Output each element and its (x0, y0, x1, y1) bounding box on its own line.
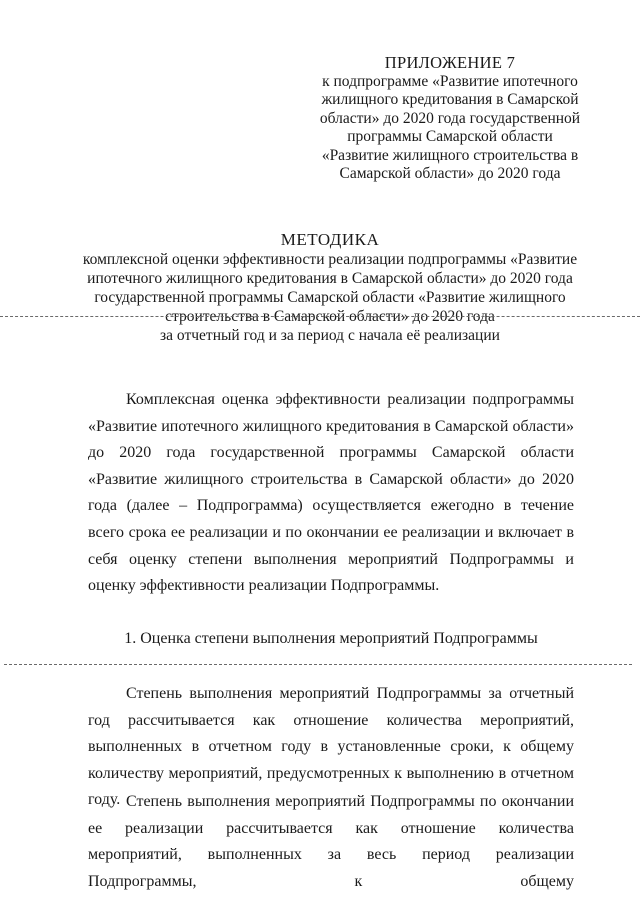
methodology-line: комплексной оценки эффективности реализации подпрограммы «Развитие (82, 251, 578, 268)
appendix-line: жилищного кредитования в Самарской (321, 91, 579, 108)
appendix-title: ПРИЛОЖЕНИЕ 7 (384, 53, 516, 72)
methodology-line: за отчетный год и за период с начала её реализации (160, 327, 500, 344)
paragraph-intro (88, 387, 574, 600)
paragraph-final (88, 789, 574, 895)
paragraph-text: Степень выполнения мероприятий Подпрограммы за отчетный год рассчитывается как отношение количества мероприятий, выполненных в отчетном году в установленные сроки, к общему количеству мероприятий, предусмотренных к выполнению в отчетном году. (88, 685, 574, 809)
paragraph-text: Комплексная оценка эффективности реализации подпрограммы «Развитие ипотечного жилищного кредитования в Самарской области» до 2020 года государственной программы Самарской области «Развитие жилищного строительства в Самарской области» до 2020 года (далее – Подпрограмма) осуществляется ежегодно в течение всего срока ее реализации и по окончании ее реализации и включает в себя оценку степени выполнения мероприятий Подпрограммы и оценку эффективности реализации Подпрограммы. (88, 391, 574, 595)
scan-artifact-line (0, 316, 640, 317)
methodology-line: строительства в Самарской области» до 2020 года (165, 308, 495, 325)
appendix-header (300, 54, 600, 184)
methodology-line: ипотечного жилищного кредитования в Самарской области» до 2020 года (87, 270, 573, 287)
scan-artifact-line (4, 664, 632, 665)
appendix-line: Самарской области» до 2020 года (339, 165, 561, 182)
appendix-line: программы Самарской области (347, 128, 553, 145)
appendix-line: к подпрограмме «Развитие ипотечного (322, 72, 578, 90)
methodology-title: МЕТОДИКА (280, 230, 380, 249)
paragraph-text: Степень выполнения мероприятий Подпрограммы по окончании ее реализации рассчитывается как отношение количества мероприятий, выполненных за весь период реализации Подпрограммы, к общему (88, 793, 574, 890)
appendix-line: области» до 2020 года государственной (319, 109, 581, 127)
methodology-line: государственной программы Самарской области «Развитие жилищного (94, 289, 566, 306)
appendix-line: «Развитие жилищного строительства в (321, 146, 579, 164)
section-heading: 1. Оценка степени выполнения мероприятий Подпрограммы (124, 630, 538, 647)
methodology-heading (60, 230, 600, 345)
